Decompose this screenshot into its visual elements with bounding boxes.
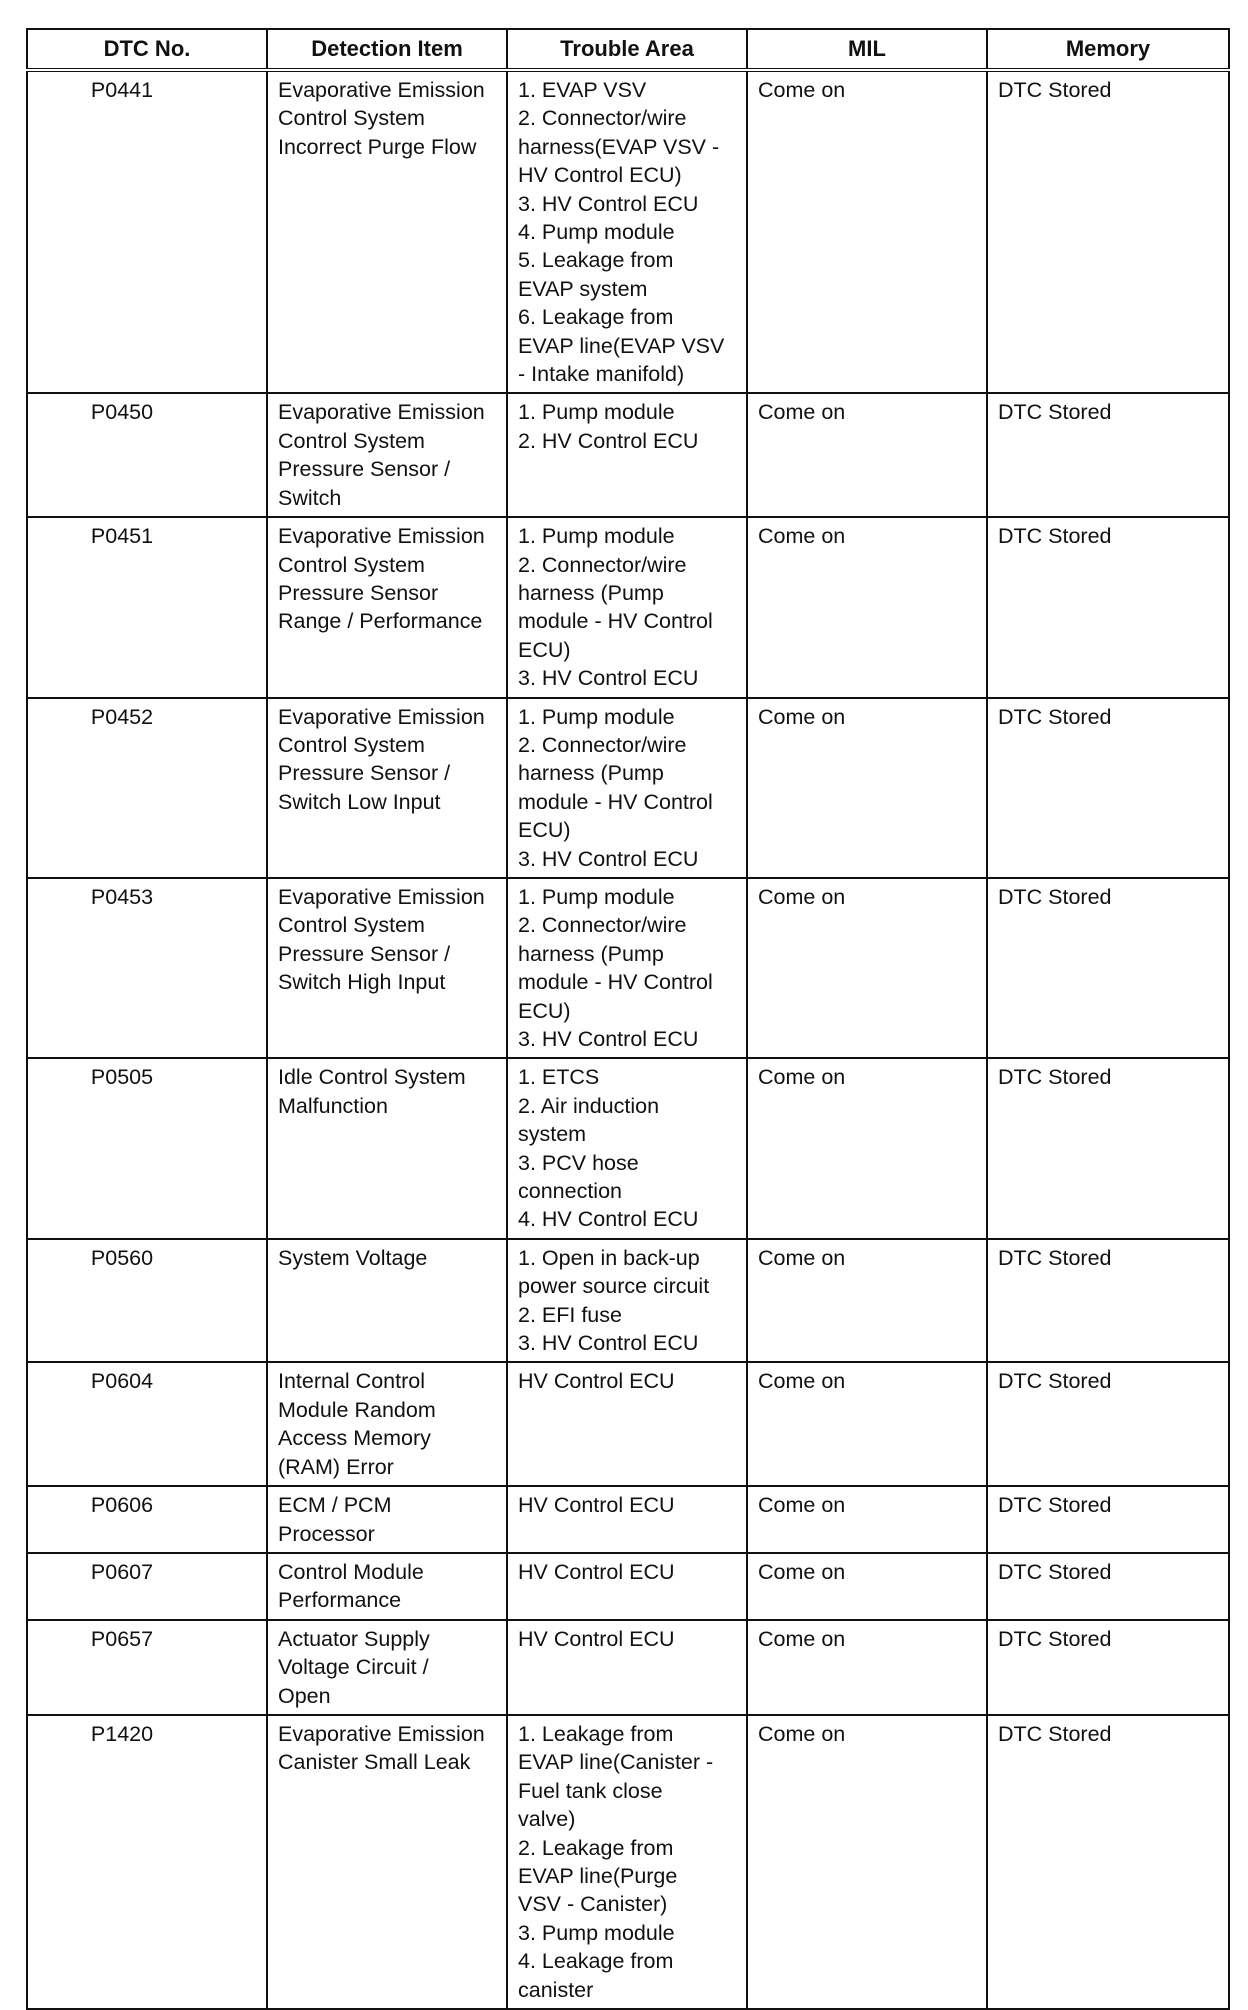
detection-item-cell [267, 1486, 507, 1553]
trouble-area-line: ECU) [518, 818, 571, 843]
dtc-code-cell: P0505 [27, 1058, 267, 1238]
trouble-area-line: EVAP system [518, 276, 648, 301]
detection-item-line: Pressure Sensor / [278, 761, 451, 786]
trouble-area-line: 2. Air induction [518, 1093, 660, 1118]
detection-item-cell [267, 1715, 507, 2009]
trouble-area-line: 2. Connector/wire [518, 732, 687, 757]
table-row [27, 1620, 1229, 1715]
detection-item-line: (RAM) Error [278, 1454, 394, 1479]
mil-cell: Come on [747, 698, 987, 878]
trouble-area-line: 1. Pump module [518, 400, 675, 425]
detection-item-line: Pressure Sensor / [278, 457, 451, 482]
detection-item-line: Pressure Sensor / [278, 941, 451, 966]
trouble-area-line: 1. Leakage from [518, 1721, 674, 1746]
trouble-area-line: 3. HV Control ECU [518, 846, 699, 871]
detection-item-line: Evaporative Emission [278, 78, 485, 102]
table-row [27, 698, 1229, 878]
trouble-area-line: module - HV Control [518, 970, 713, 995]
mil-cell: Come on [747, 1362, 987, 1486]
trouble-area-line: 3. HV Control ECU [518, 1027, 699, 1051]
trouble-area-line: harness (Pump [518, 761, 664, 786]
trouble-area-line: connection [518, 1179, 622, 1204]
trouble-area-line: harness (Pump [518, 941, 664, 966]
trouble-area-line: EVAP line(Purge [518, 1863, 678, 1888]
memory-cell: DTC Stored [987, 1239, 1229, 1363]
memory-cell: DTC Stored [987, 393, 1229, 517]
trouble-area-line: 1. ETCS [518, 1065, 600, 1090]
trouble-area-line: 1. Pump module [518, 524, 675, 549]
detection-item-cell [267, 698, 507, 878]
trouble-area-line: 5. Leakage from [518, 248, 674, 273]
dtc-code-cell: P1420 [27, 1715, 267, 2009]
trouble-area-line: harness (Pump [518, 580, 664, 605]
detection-item-line: Processor [278, 1521, 375, 1546]
table-row [27, 1486, 1229, 1553]
trouble-area-line: Fuel tank close [518, 1778, 663, 1803]
dtc-code-cell: P0452 [27, 698, 267, 878]
table-row [27, 1553, 1229, 1620]
trouble-area-line: HV Control ECU [518, 1369, 675, 1394]
detection-item-cell [267, 1239, 507, 1363]
detection-item-line: Evaporative Emission [278, 704, 485, 729]
detection-item-line: ECM / PCM [278, 1493, 392, 1518]
trouble-area-line: 4. Leakage from [518, 1949, 674, 1974]
dtc-code-cell: P0657 [27, 1620, 267, 1715]
trouble-area-line: EVAP line(Canister - [518, 1750, 714, 1775]
trouble-area-cell [507, 698, 747, 878]
trouble-area-cell [507, 1620, 747, 1715]
memory-cell: DTC Stored [987, 1620, 1229, 1715]
detection-item-line: Module Random [278, 1397, 436, 1422]
mil-cell: Come on [747, 1553, 987, 1620]
detection-item-cell [267, 1058, 507, 1238]
memory-cell: DTC Stored [987, 878, 1229, 1058]
detection-item-line: Idle Control System [278, 1065, 466, 1090]
trouble-area-cell [507, 1239, 747, 1363]
trouble-area-line: 3. HV Control ECU [518, 1331, 699, 1356]
trouble-area-line: power source circuit [518, 1274, 710, 1299]
header-mil: MIL [747, 29, 987, 70]
trouble-area-line: valve) [518, 1807, 576, 1832]
dtc-code-cell: P0451 [27, 517, 267, 697]
mil-cell: Come on [747, 878, 987, 1058]
mil-cell: Come on [747, 393, 987, 517]
memory-cell: DTC Stored [987, 1715, 1229, 2009]
dtc-code-cell: P0606 [27, 1486, 267, 1553]
mil-cell: Come on [747, 1058, 987, 1238]
trouble-area-line: module - HV Control [518, 789, 713, 814]
trouble-area-cell [507, 70, 747, 393]
trouble-area-cell [507, 1715, 747, 2009]
detection-item-line: Switch High Input [278, 970, 446, 995]
memory-cell: DTC Stored [987, 1553, 1229, 1620]
trouble-area-line: 3. Pump module [518, 1920, 675, 1945]
memory-cell: DTC Stored [987, 70, 1229, 393]
detection-item-line: Evaporative Emission [278, 524, 485, 549]
trouble-area-line: 3. HV Control ECU [518, 666, 699, 691]
memory-cell: DTC Stored [987, 1486, 1229, 1553]
trouble-area-line: HV Control ECU [518, 1493, 675, 1518]
detection-item-line: Evaporative Emission [278, 884, 485, 909]
mil-cell: Come on [747, 517, 987, 697]
table-row [27, 1239, 1229, 1363]
dtc-code-cell: P0607 [27, 1553, 267, 1620]
trouble-area-line: 2. Leakage from [518, 1835, 674, 1860]
trouble-area-line: 2. Connector/wire [518, 913, 687, 938]
trouble-area-line: 2. Connector/wire [518, 106, 687, 131]
detection-item-line: Control Module [278, 1559, 424, 1584]
detection-item-line: Control System [278, 732, 425, 757]
detection-item-line: Actuator Supply [278, 1626, 430, 1651]
trouble-area-line: 4. HV Control ECU [518, 1207, 699, 1232]
trouble-area-line: 2. EFI fuse [518, 1302, 622, 1327]
trouble-area-cell [507, 393, 747, 517]
detection-item-line: Control System [278, 106, 425, 131]
detection-item-line: Evaporative Emission [278, 400, 485, 425]
table-row [27, 1362, 1229, 1486]
detection-item-line: Internal Control [278, 1369, 425, 1394]
trouble-area-line: HV Control ECU) [518, 163, 682, 188]
table-row [27, 878, 1229, 1058]
detection-item-line: Range / Performance [278, 609, 483, 634]
trouble-area-line: 3. PCV hose [518, 1150, 639, 1175]
mil-cell: Come on [747, 1239, 987, 1363]
trouble-area-cell [507, 517, 747, 697]
mil-cell: Come on [747, 70, 987, 393]
mil-cell: Come on [747, 1715, 987, 2009]
detection-item-line: Access Memory [278, 1426, 431, 1451]
detection-item-line: Voltage Circuit / [278, 1655, 429, 1680]
memory-cell: DTC Stored [987, 1058, 1229, 1238]
dtc-table [26, 28, 1230, 2010]
trouble-area-line: 3. HV Control ECU [518, 191, 699, 216]
detection-item-line: Switch [278, 485, 342, 510]
detection-item-cell [267, 878, 507, 1058]
dtc-code-cell: P0604 [27, 1362, 267, 1486]
trouble-area-line: 1. Pump module [518, 704, 675, 729]
trouble-area-line: ECU) [518, 637, 571, 662]
detection-item-cell [267, 393, 507, 517]
detection-item-line: Canister Small Leak [278, 1750, 471, 1775]
detection-item-cell [267, 517, 507, 697]
trouble-area-line: - Intake manifold) [518, 362, 685, 387]
memory-cell: DTC Stored [987, 517, 1229, 697]
detection-item-line: Performance [278, 1588, 402, 1613]
trouble-area-line: 1. Open in back-up [518, 1245, 700, 1270]
detection-item-line: Evaporative Emission [278, 1721, 485, 1746]
trouble-area-cell [507, 1058, 747, 1238]
table-row [27, 393, 1229, 517]
trouble-area-line: EVAP line(EVAP VSV [518, 333, 725, 358]
detection-item-cell [267, 70, 507, 393]
detection-item-line: Control System [278, 428, 425, 453]
mil-cell: Come on [747, 1486, 987, 1553]
memory-cell: DTC Stored [987, 698, 1229, 878]
table-body [27, 70, 1229, 2009]
dtc-code-cell: P0560 [27, 1239, 267, 1363]
header-row [27, 29, 1229, 70]
detection-item-cell [267, 1620, 507, 1715]
trouble-area-line: VSV - Canister) [518, 1892, 668, 1917]
trouble-area-line: ECU) [518, 998, 571, 1023]
detection-item-line: Control System [278, 552, 425, 577]
mil-cell: Come on [747, 1620, 987, 1715]
header-trouble-area: Trouble Area [507, 29, 747, 70]
detection-item-line: Pressure Sensor [278, 580, 439, 605]
detection-item-line: Incorrect Purge Flow [278, 134, 477, 159]
detection-item-line: Control System [278, 913, 425, 938]
trouble-area-line: 6. Leakage from [518, 305, 674, 330]
detection-item-line: System Voltage [278, 1245, 428, 1270]
trouble-area-line: canister [518, 1977, 594, 2002]
dtc-code-cell: P0441 [27, 70, 267, 393]
trouble-area-line: HV Control ECU [518, 1626, 675, 1651]
trouble-area-cell [507, 1362, 747, 1486]
detection-item-line: Switch Low Input [278, 789, 441, 814]
table-row [27, 70, 1229, 393]
trouble-area-cell [507, 878, 747, 1058]
trouble-area-line: harness(EVAP VSV - [518, 134, 720, 159]
dtc-code-cell: P0453 [27, 878, 267, 1058]
header-dtc-no: DTC No. [27, 29, 267, 70]
trouble-area-line: 4. Pump module [518, 220, 675, 245]
trouble-area-cell [507, 1486, 747, 1553]
trouble-area-line: system [518, 1122, 587, 1147]
trouble-area-line: 2. Connector/wire [518, 552, 687, 577]
memory-cell: DTC Stored [987, 1362, 1229, 1486]
trouble-area-line: module - HV Control [518, 609, 713, 634]
header-detection-item: Detection Item [267, 29, 507, 70]
table-row [27, 1715, 1229, 2009]
trouble-area-line: 1. EVAP VSV [518, 78, 647, 102]
dtc-code-cell: P0450 [27, 393, 267, 517]
detection-item-cell [267, 1553, 507, 1620]
header-memory: Memory [987, 29, 1229, 70]
detection-item-line: Malfunction [278, 1093, 388, 1118]
detection-item-line: Open [278, 1683, 331, 1708]
detection-item-cell [267, 1362, 507, 1486]
trouble-area-cell [507, 1553, 747, 1620]
trouble-area-line: HV Control ECU [518, 1559, 675, 1584]
trouble-area-line: 2. HV Control ECU [518, 428, 699, 453]
table-row [27, 517, 1229, 697]
table-row [27, 1058, 1229, 1238]
trouble-area-line: 1. Pump module [518, 884, 675, 909]
